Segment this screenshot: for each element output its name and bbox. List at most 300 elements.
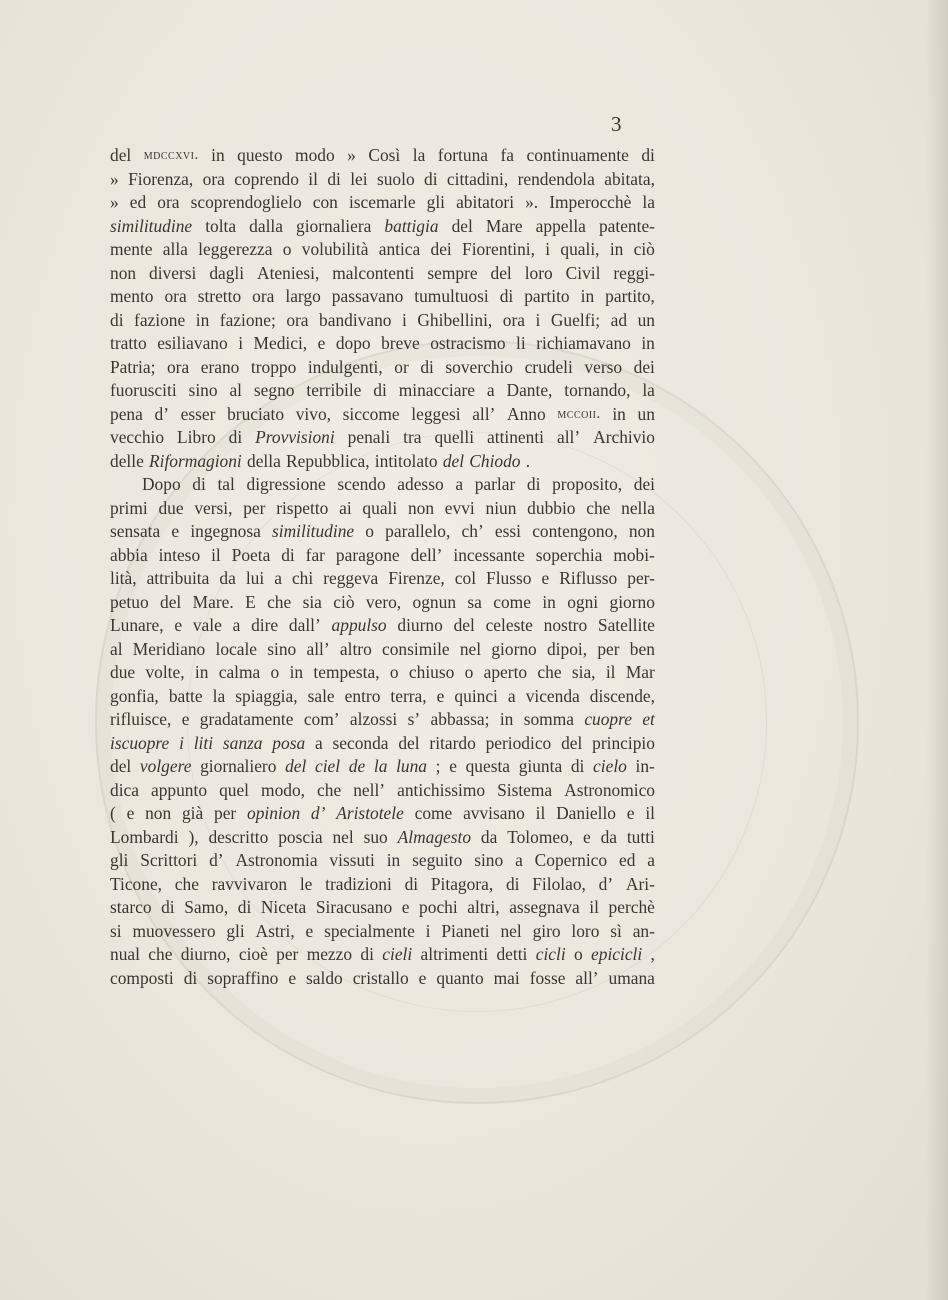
word: da	[600, 826, 617, 847]
word: di	[281, 544, 295, 565]
word: Meridiano	[132, 638, 206, 659]
word: ingegnosa	[190, 521, 261, 541]
word: Ghibellini,	[417, 309, 493, 330]
word: »	[110, 168, 119, 189]
word: ed	[129, 192, 147, 212]
word: Dopo	[142, 474, 181, 494]
word: tornando,	[564, 380, 631, 400]
text-line	[110, 215, 655, 239]
word: ora	[286, 309, 309, 330]
word: e	[541, 568, 550, 588]
word: ai	[339, 497, 352, 518]
word: cielo	[593, 756, 627, 776]
word: Medici,	[253, 333, 308, 353]
word: ciò	[333, 591, 355, 612]
word: suo	[363, 826, 388, 847]
word: Firenze,	[388, 568, 445, 588]
word: di	[526, 474, 541, 494]
word: o	[389, 662, 399, 682]
text-line	[110, 567, 655, 591]
word: Così	[368, 145, 401, 165]
word: discende,	[589, 685, 655, 706]
word: reggi-	[613, 262, 655, 283]
word: alzossi	[349, 709, 398, 729]
word: quel	[219, 779, 250, 800]
word: segno	[253, 380, 295, 400]
word: all’	[472, 403, 496, 424]
word: mente	[110, 239, 153, 259]
word: parlar	[474, 474, 516, 494]
word: leggesi	[411, 403, 461, 424]
text-line	[110, 708, 655, 732]
word: Libro	[177, 427, 216, 447]
word: ora	[252, 286, 275, 306]
word: diurno,	[180, 944, 231, 964]
word: come	[414, 803, 453, 823]
word: di	[424, 168, 438, 189]
word: in	[386, 850, 401, 870]
word: nostro	[543, 615, 588, 635]
word: entro	[344, 685, 381, 706]
word: ogni	[567, 591, 599, 612]
word: avvisano	[463, 803, 525, 823]
word: sì	[610, 920, 622, 941]
text-line	[110, 332, 655, 356]
word: alla	[162, 239, 188, 259]
word: la	[642, 192, 655, 212]
text-line	[110, 356, 655, 380]
word: paragone	[335, 544, 400, 565]
word: cristallo	[352, 967, 409, 988]
text-line	[110, 168, 655, 192]
word: Samo,	[184, 897, 229, 917]
word: altro	[339, 638, 372, 659]
word: cicli	[535, 944, 566, 964]
word: di	[570, 756, 585, 776]
word: batte	[168, 685, 203, 706]
word: e	[582, 826, 591, 847]
text-line	[110, 802, 655, 826]
word: li	[516, 333, 526, 353]
text-line	[110, 849, 655, 873]
word: che	[317, 779, 342, 800]
word: da	[480, 826, 498, 847]
word: attribuita	[146, 568, 210, 588]
word: due	[158, 497, 184, 518]
word: Filolao,	[532, 873, 586, 894]
text-line	[110, 238, 655, 262]
word: in	[580, 286, 595, 306]
word: starco	[110, 897, 152, 917]
word: in	[195, 309, 210, 330]
word: e	[418, 967, 427, 988]
word: dell’	[410, 544, 443, 565]
word: due	[110, 662, 136, 682]
word: tolta	[205, 215, 237, 236]
word: di	[237, 897, 252, 917]
word: e	[317, 333, 326, 353]
word: soperchia	[535, 544, 603, 565]
word: e	[449, 756, 457, 776]
word: nell’	[353, 779, 386, 800]
word: Aristotele	[336, 803, 404, 823]
word: essi	[494, 521, 522, 541]
word: il	[605, 662, 616, 682]
text-line	[110, 943, 655, 967]
word: i	[402, 309, 407, 330]
word: somma	[523, 709, 574, 729]
word: petuo	[110, 591, 149, 612]
word: altri,	[467, 897, 500, 917]
word: a	[486, 380, 495, 400]
word: i	[238, 333, 244, 353]
word: dipoi,	[546, 638, 588, 659]
word: in	[612, 403, 626, 424]
word: Sistema	[497, 779, 553, 800]
word: tra	[403, 427, 422, 447]
word: sino	[474, 850, 504, 870]
text-line	[110, 520, 655, 544]
word: e	[181, 709, 190, 729]
word: all’	[306, 638, 330, 659]
word: mai	[493, 967, 520, 988]
word: celeste	[485, 615, 533, 635]
word: primi	[110, 497, 148, 518]
word: quanto	[436, 967, 484, 988]
word: an-	[632, 920, 655, 941]
word: e	[174, 615, 183, 635]
word: a	[647, 850, 655, 870]
word: Imperocchè	[549, 192, 632, 212]
word: che	[267, 591, 292, 612]
word: battigia	[384, 215, 439, 236]
word: dall’	[288, 615, 321, 635]
word: adesso	[397, 474, 444, 494]
word: locale	[215, 638, 257, 659]
word: a	[314, 732, 323, 753]
text-line	[110, 661, 655, 685]
word: abitata,	[604, 168, 655, 189]
word: chi	[291, 568, 314, 588]
word: quali,	[560, 239, 600, 259]
text-line	[110, 967, 655, 991]
word: questo	[237, 145, 283, 165]
text-line	[110, 285, 655, 309]
word: luna	[396, 756, 427, 776]
word: posa	[272, 732, 306, 753]
word: specialmente	[324, 920, 415, 941]
word: nual	[110, 944, 140, 964]
word: del	[398, 732, 420, 753]
word: Flusso	[486, 568, 532, 588]
word: Astronomico	[564, 779, 655, 800]
word: Daniello	[556, 803, 617, 823]
word: ora	[166, 356, 190, 377]
word: di	[373, 380, 387, 400]
word: lità,	[110, 568, 137, 588]
word: partito	[524, 286, 570, 306]
word: a	[515, 850, 523, 870]
text-line	[110, 473, 655, 497]
word: di	[228, 427, 243, 447]
word: sa	[467, 591, 482, 612]
word: rispetto	[276, 497, 329, 518]
word: e	[626, 803, 635, 823]
word: seconda	[332, 732, 389, 753]
word: Riformagioni	[149, 450, 242, 471]
word: o	[282, 239, 292, 259]
word: di	[327, 168, 341, 189]
body-text	[110, 144, 655, 990]
word: or	[394, 356, 409, 377]
word: parallelo,	[385, 521, 451, 541]
word: al	[110, 638, 123, 659]
word: dubbio	[527, 497, 576, 518]
word: mdccxvi.	[143, 147, 199, 163]
word: cittadini,	[446, 168, 509, 189]
word: il	[535, 803, 546, 823]
word: la	[642, 380, 655, 400]
word: volubilità	[301, 239, 369, 259]
word: ben	[629, 638, 655, 659]
word: perchè	[608, 897, 655, 917]
word: Archivio	[593, 427, 655, 447]
word: Anno	[507, 403, 546, 424]
word: non	[628, 521, 655, 541]
word: del	[110, 145, 132, 165]
word: vissuti	[329, 850, 375, 870]
word: dopo	[335, 333, 371, 353]
word: lui	[245, 568, 265, 588]
text-line	[110, 450, 655, 474]
word: o	[464, 662, 474, 682]
word: giorno	[491, 638, 537, 659]
word: similitudine	[110, 215, 193, 236]
word: per	[276, 944, 299, 964]
word: bruciato	[227, 403, 285, 424]
word: fa	[500, 145, 515, 165]
word: soverchio	[445, 356, 514, 377]
word: sia	[302, 591, 322, 612]
word: tal	[217, 474, 235, 494]
word: ora	[202, 168, 225, 189]
word: in	[194, 662, 209, 682]
word: esser	[180, 403, 216, 424]
text-line	[110, 497, 655, 521]
word: ognun	[412, 591, 457, 612]
word: assegnava	[509, 897, 580, 917]
word: si	[110, 920, 122, 941]
word: giorno	[609, 591, 655, 612]
word: ;	[435, 756, 441, 776]
word: composti	[110, 967, 174, 988]
word: terra,	[390, 685, 427, 706]
word: s’	[407, 709, 421, 729]
word: sale	[307, 685, 335, 706]
word: Astronomia	[235, 850, 318, 870]
word: nel	[332, 826, 354, 847]
word: detti	[496, 944, 528, 964]
word: quelli	[434, 427, 475, 447]
word: niun	[485, 497, 517, 518]
word: di	[360, 944, 374, 964]
word: i	[545, 239, 551, 259]
text-line	[110, 685, 655, 709]
word: un	[637, 309, 655, 330]
page-number: 3	[611, 112, 622, 136]
word: i	[535, 309, 541, 330]
word: (	[110, 803, 116, 823]
word: attinenti	[487, 427, 545, 447]
word: o	[365, 521, 374, 541]
word: sempre	[427, 262, 478, 283]
word: da	[219, 568, 236, 588]
word: pena	[110, 403, 143, 424]
text-line	[110, 896, 655, 920]
word: diurno	[397, 615, 443, 635]
word: fazione;	[219, 309, 276, 330]
word: ),	[188, 826, 199, 847]
text-line	[110, 144, 655, 168]
word: calma	[218, 662, 261, 682]
word: d’	[209, 850, 224, 870]
word: di	[505, 873, 520, 894]
word: scoprendoglielo	[190, 192, 302, 212]
word: giornaliera	[296, 215, 372, 236]
word: e	[126, 803, 135, 823]
word: Riflusso	[559, 568, 618, 588]
word: quali	[362, 497, 398, 518]
word: sia,	[571, 662, 596, 682]
word: Provvisioni	[255, 427, 335, 447]
text-line	[110, 638, 655, 662]
word: all’	[575, 967, 599, 988]
word: Scrittori	[140, 850, 198, 870]
word: in-	[635, 756, 655, 776]
word: sanza	[222, 732, 263, 753]
word: di	[420, 356, 434, 377]
word: ».	[525, 192, 539, 212]
word: a	[232, 615, 241, 635]
word: Chiodo	[469, 450, 521, 471]
word: ed	[618, 850, 636, 870]
word: patente-	[598, 215, 655, 236]
word: Repubblica,	[286, 450, 370, 471]
word: dalla	[249, 215, 283, 236]
word: crudeli	[524, 356, 573, 377]
word: tempesta,	[313, 662, 380, 682]
word: Tolomeo,	[507, 826, 574, 847]
word: per	[214, 803, 237, 823]
word: Mare.	[192, 591, 234, 612]
text-line	[110, 732, 655, 756]
word: del	[442, 450, 465, 471]
word: abbassa;	[430, 709, 490, 729]
word: Pianeti	[441, 920, 490, 941]
word: gli	[426, 192, 445, 212]
word: rendendola	[517, 168, 595, 189]
word: sopraffino	[207, 967, 279, 988]
word: ritardo	[429, 732, 476, 753]
word: tratto	[110, 333, 147, 353]
word: o	[270, 662, 280, 682]
text-line	[110, 191, 655, 215]
word: e	[401, 897, 410, 917]
word: dei	[633, 474, 655, 494]
word: il	[589, 897, 599, 917]
word: iscuopre	[110, 732, 170, 753]
word: Satellite	[597, 615, 655, 635]
word: e	[288, 967, 297, 988]
word: intitolato	[374, 450, 438, 471]
word: del	[110, 756, 132, 776]
word: tumultuosi	[414, 286, 489, 306]
word: ciel	[315, 756, 341, 776]
word: Dante,	[506, 380, 553, 400]
word: per	[597, 638, 620, 659]
word: che	[537, 662, 562, 682]
word: penali	[347, 427, 391, 447]
word: richiamavano	[536, 333, 631, 353]
word: saldo	[306, 967, 343, 988]
word: e	[171, 521, 180, 541]
word: »	[347, 145, 356, 165]
word: digressione	[246, 474, 326, 494]
word: Fiorenza,	[128, 168, 194, 189]
word: E	[245, 591, 256, 612]
text-line	[110, 826, 655, 850]
word: di	[499, 286, 514, 306]
word: dagli	[209, 262, 245, 283]
word: chiuso	[408, 662, 455, 682]
word: tradizioni	[325, 873, 392, 894]
text-line	[110, 403, 655, 427]
word: Fiorentini,	[462, 239, 535, 259]
word: proposito,	[552, 474, 623, 494]
text-line	[110, 873, 655, 897]
word: fortuna	[437, 145, 489, 165]
text-line	[110, 614, 655, 638]
word: sino	[188, 380, 218, 400]
page-edge-shadow	[926, 0, 948, 1300]
word: e	[305, 920, 314, 941]
word: in	[609, 239, 624, 259]
word: far	[305, 544, 325, 565]
word: fazione	[134, 309, 186, 330]
word: loro	[571, 920, 600, 941]
word: ,	[650, 944, 655, 964]
text-line	[110, 262, 655, 286]
word: di	[183, 967, 198, 988]
word: modo,	[261, 779, 306, 800]
word: vivo,	[295, 403, 331, 424]
word: non	[110, 262, 137, 283]
word: consimile	[382, 638, 450, 659]
word: .	[525, 450, 531, 471]
word: o	[574, 944, 583, 964]
word: Pitagora,	[430, 873, 494, 894]
word: continuamente	[526, 145, 629, 165]
word: descritto	[208, 826, 269, 847]
word: già	[181, 803, 204, 823]
word: di	[641, 145, 655, 165]
word: Guelfi;	[550, 309, 601, 330]
word: le	[299, 873, 313, 894]
word: siccome	[342, 403, 400, 424]
word: i	[425, 920, 431, 941]
word: del	[451, 215, 473, 236]
word: la	[412, 145, 426, 165]
